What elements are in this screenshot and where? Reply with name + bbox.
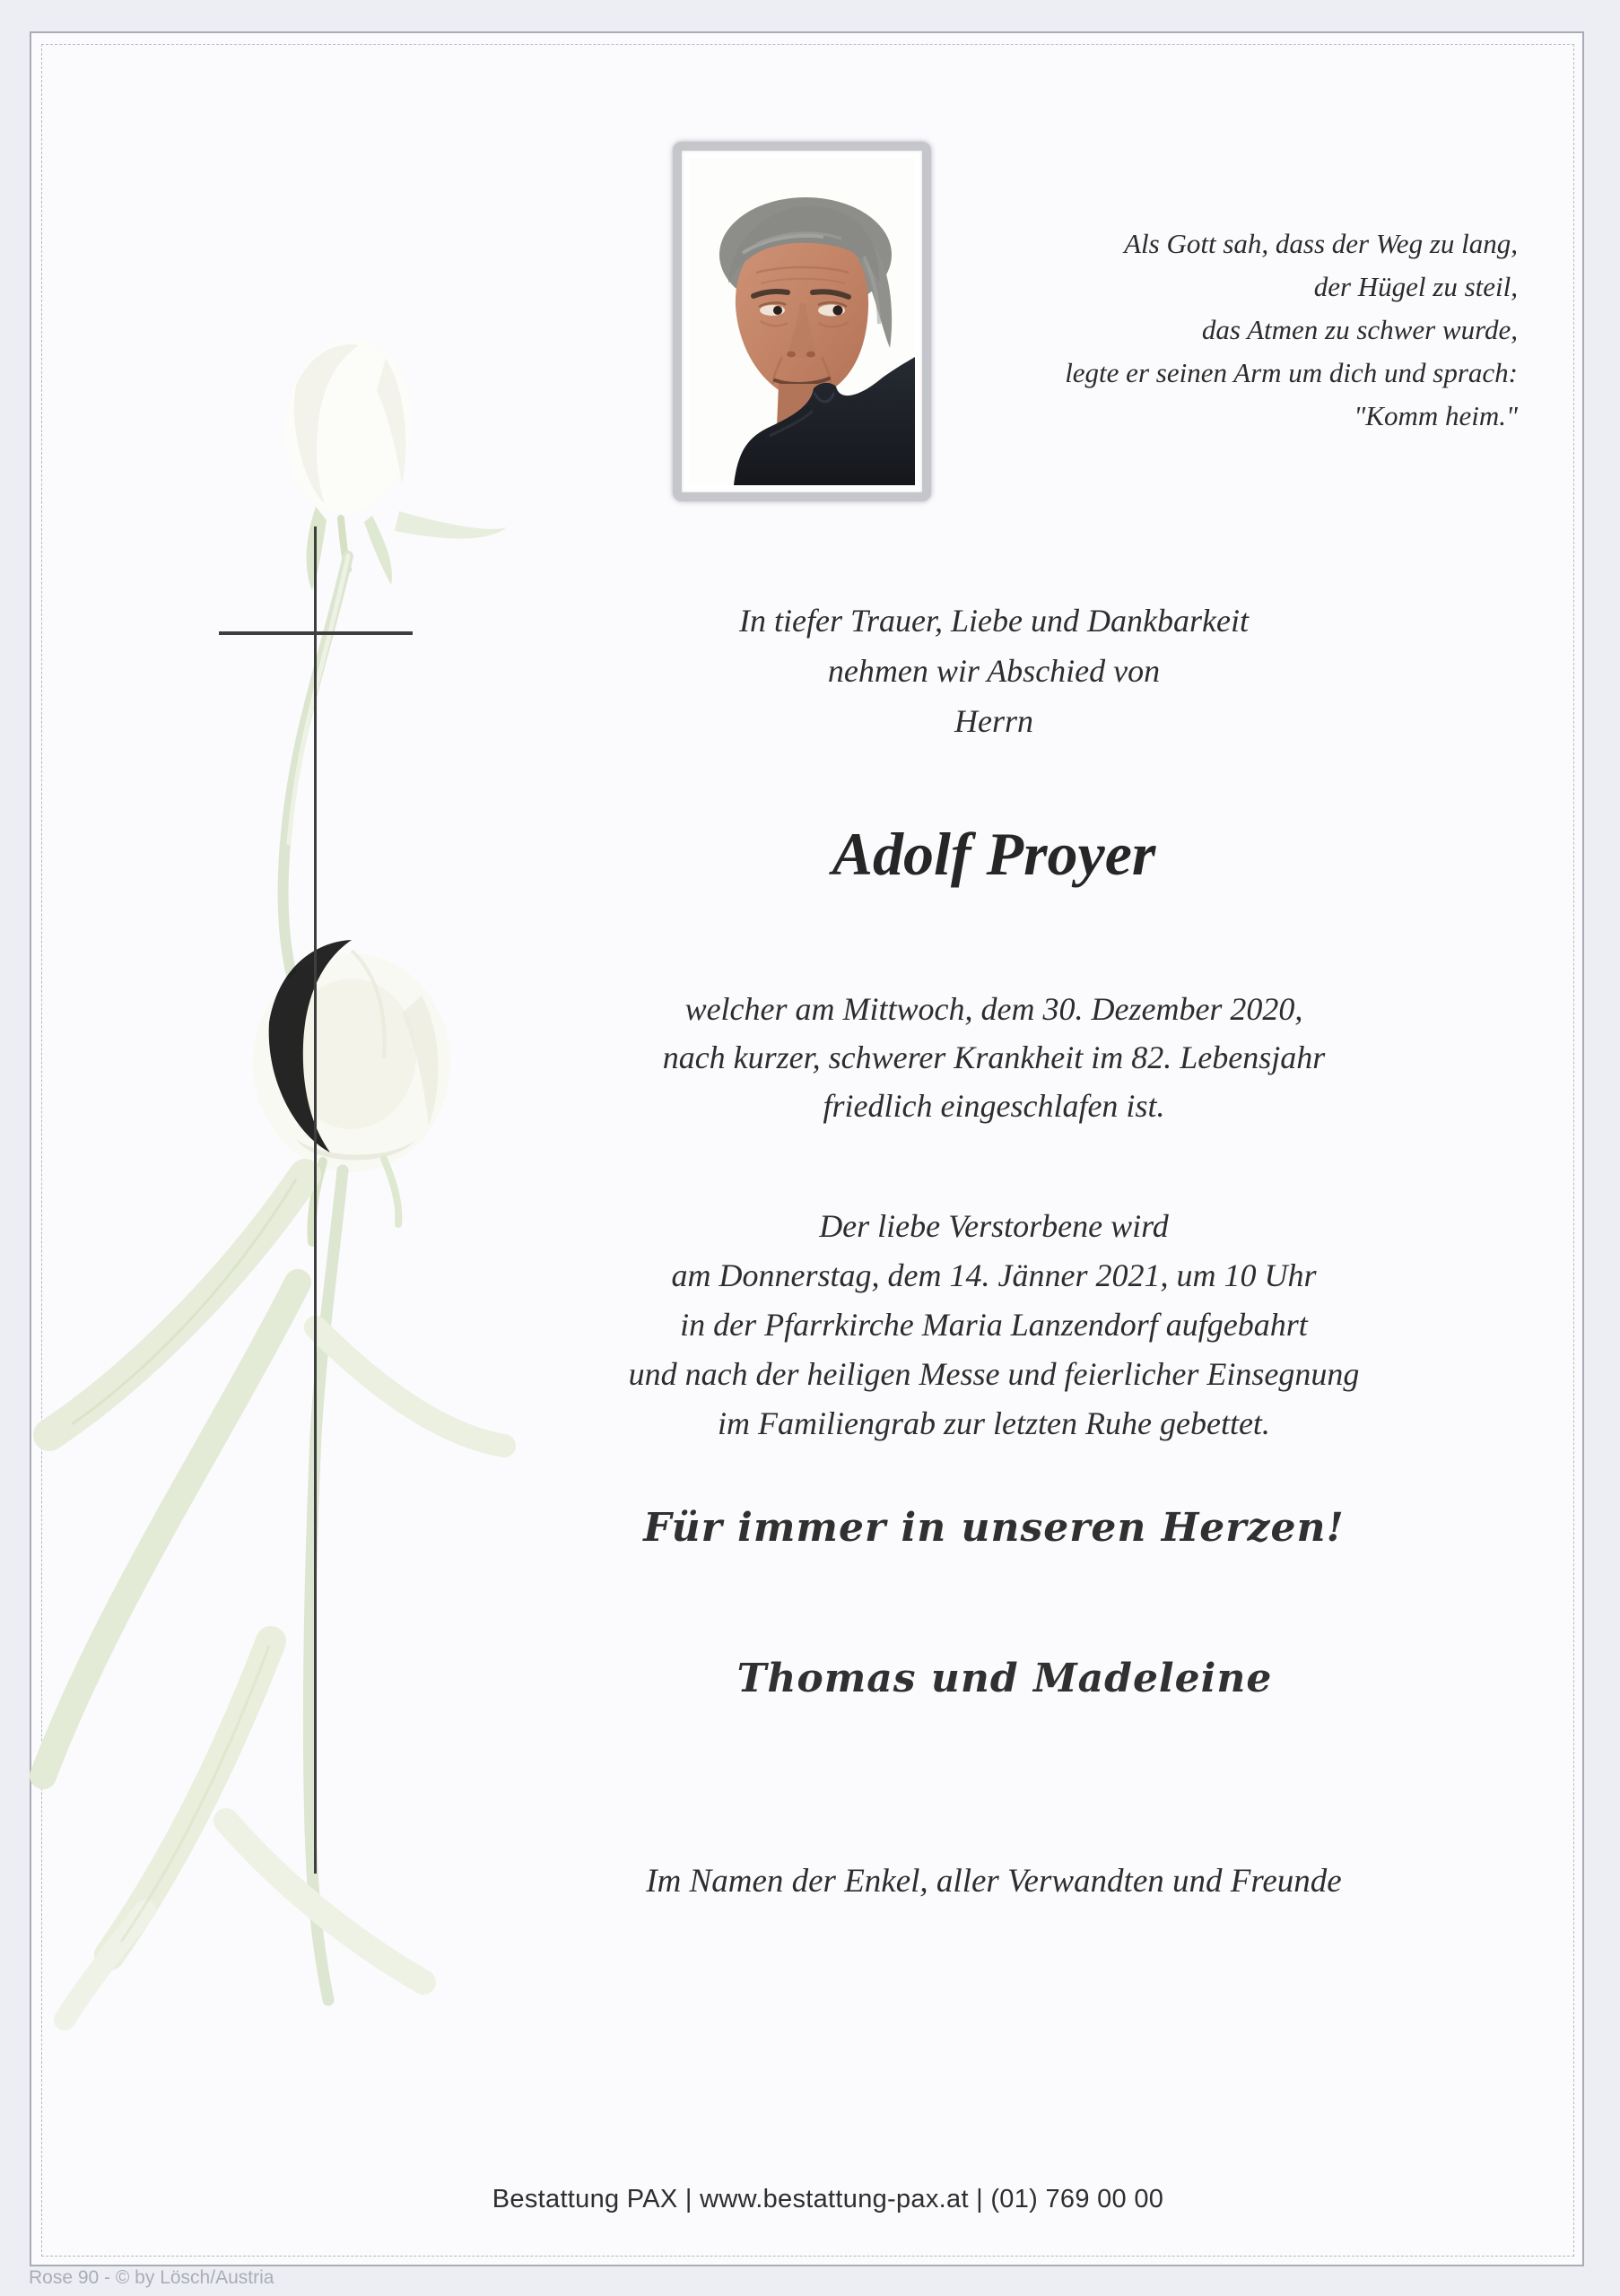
death-notice-line: friedlich eingeschlafen ist.: [823, 1088, 1165, 1124]
poem-line: das Atmen zu schwer wurde,: [1201, 314, 1518, 345]
funeral-home-footer: Bestattung PAX | www.bestattung-pax.at | (01) 769 00 00: [492, 2185, 1164, 2213]
funeral-notice-line: Der liebe Verstorbene wird: [819, 1208, 1169, 1244]
cross-symbol-vertical: [314, 526, 317, 1874]
poem-line: "Komm heim.": [1354, 400, 1518, 431]
intro-text: [368, 596, 1620, 746]
funeral-notice: [368, 1202, 1620, 1448]
portrait-frame: [673, 142, 931, 501]
funeral-notice-line: in der Pfarrkirche Maria Lanzendorf aufgebahrt: [680, 1307, 1308, 1343]
in-name-of-text: Im Namen der Enkel, aller Verwandten und Freunde: [646, 1863, 1342, 1900]
intro-line: Herrn: [954, 703, 1033, 739]
rose-bud: [275, 331, 507, 590]
farewell-text: Für immer in unseren Herzen!: [643, 1505, 1345, 1551]
funeral-notice-line: im Familiengrab zur letzten Ruhe gebettet.: [718, 1405, 1270, 1441]
portrait-photo: [689, 158, 915, 485]
poem-line: Als Gott sah, dass der Weg zu lang,: [1124, 228, 1518, 259]
deceased-name: Adolf Proyer: [832, 820, 1156, 888]
intro-line: nehmen wir Abschied von: [827, 653, 1161, 689]
mourners-names: Thomas und Madeleine: [736, 1656, 1273, 1701]
intro-line: In tiefer Trauer, Liebe und Dankbarkeit: [739, 603, 1249, 639]
image-credit: Rose 90 - © by Lösch/Austria: [29, 2267, 274, 2288]
poem-line: der Hügel zu steil,: [1313, 271, 1518, 302]
death-notice: [368, 985, 1620, 1130]
death-notice-line: nach kurzer, schwerer Krankheit im 82. Lebensjahr: [662, 1039, 1326, 1075]
poem: [1065, 222, 1518, 438]
funeral-notice-line: und nach der heiligen Messe und feierlicher Einsegnung: [628, 1356, 1360, 1392]
poem-line: legte er seinen Arm um dich und sprach:: [1065, 357, 1518, 388]
funeral-notice-line: am Donnerstag, dem 14. Jänner 2021, um 10 Uhr: [671, 1257, 1317, 1293]
death-notice-line: welcher am Mittwoch, dem 30. Dezember 2020,: [684, 991, 1303, 1027]
